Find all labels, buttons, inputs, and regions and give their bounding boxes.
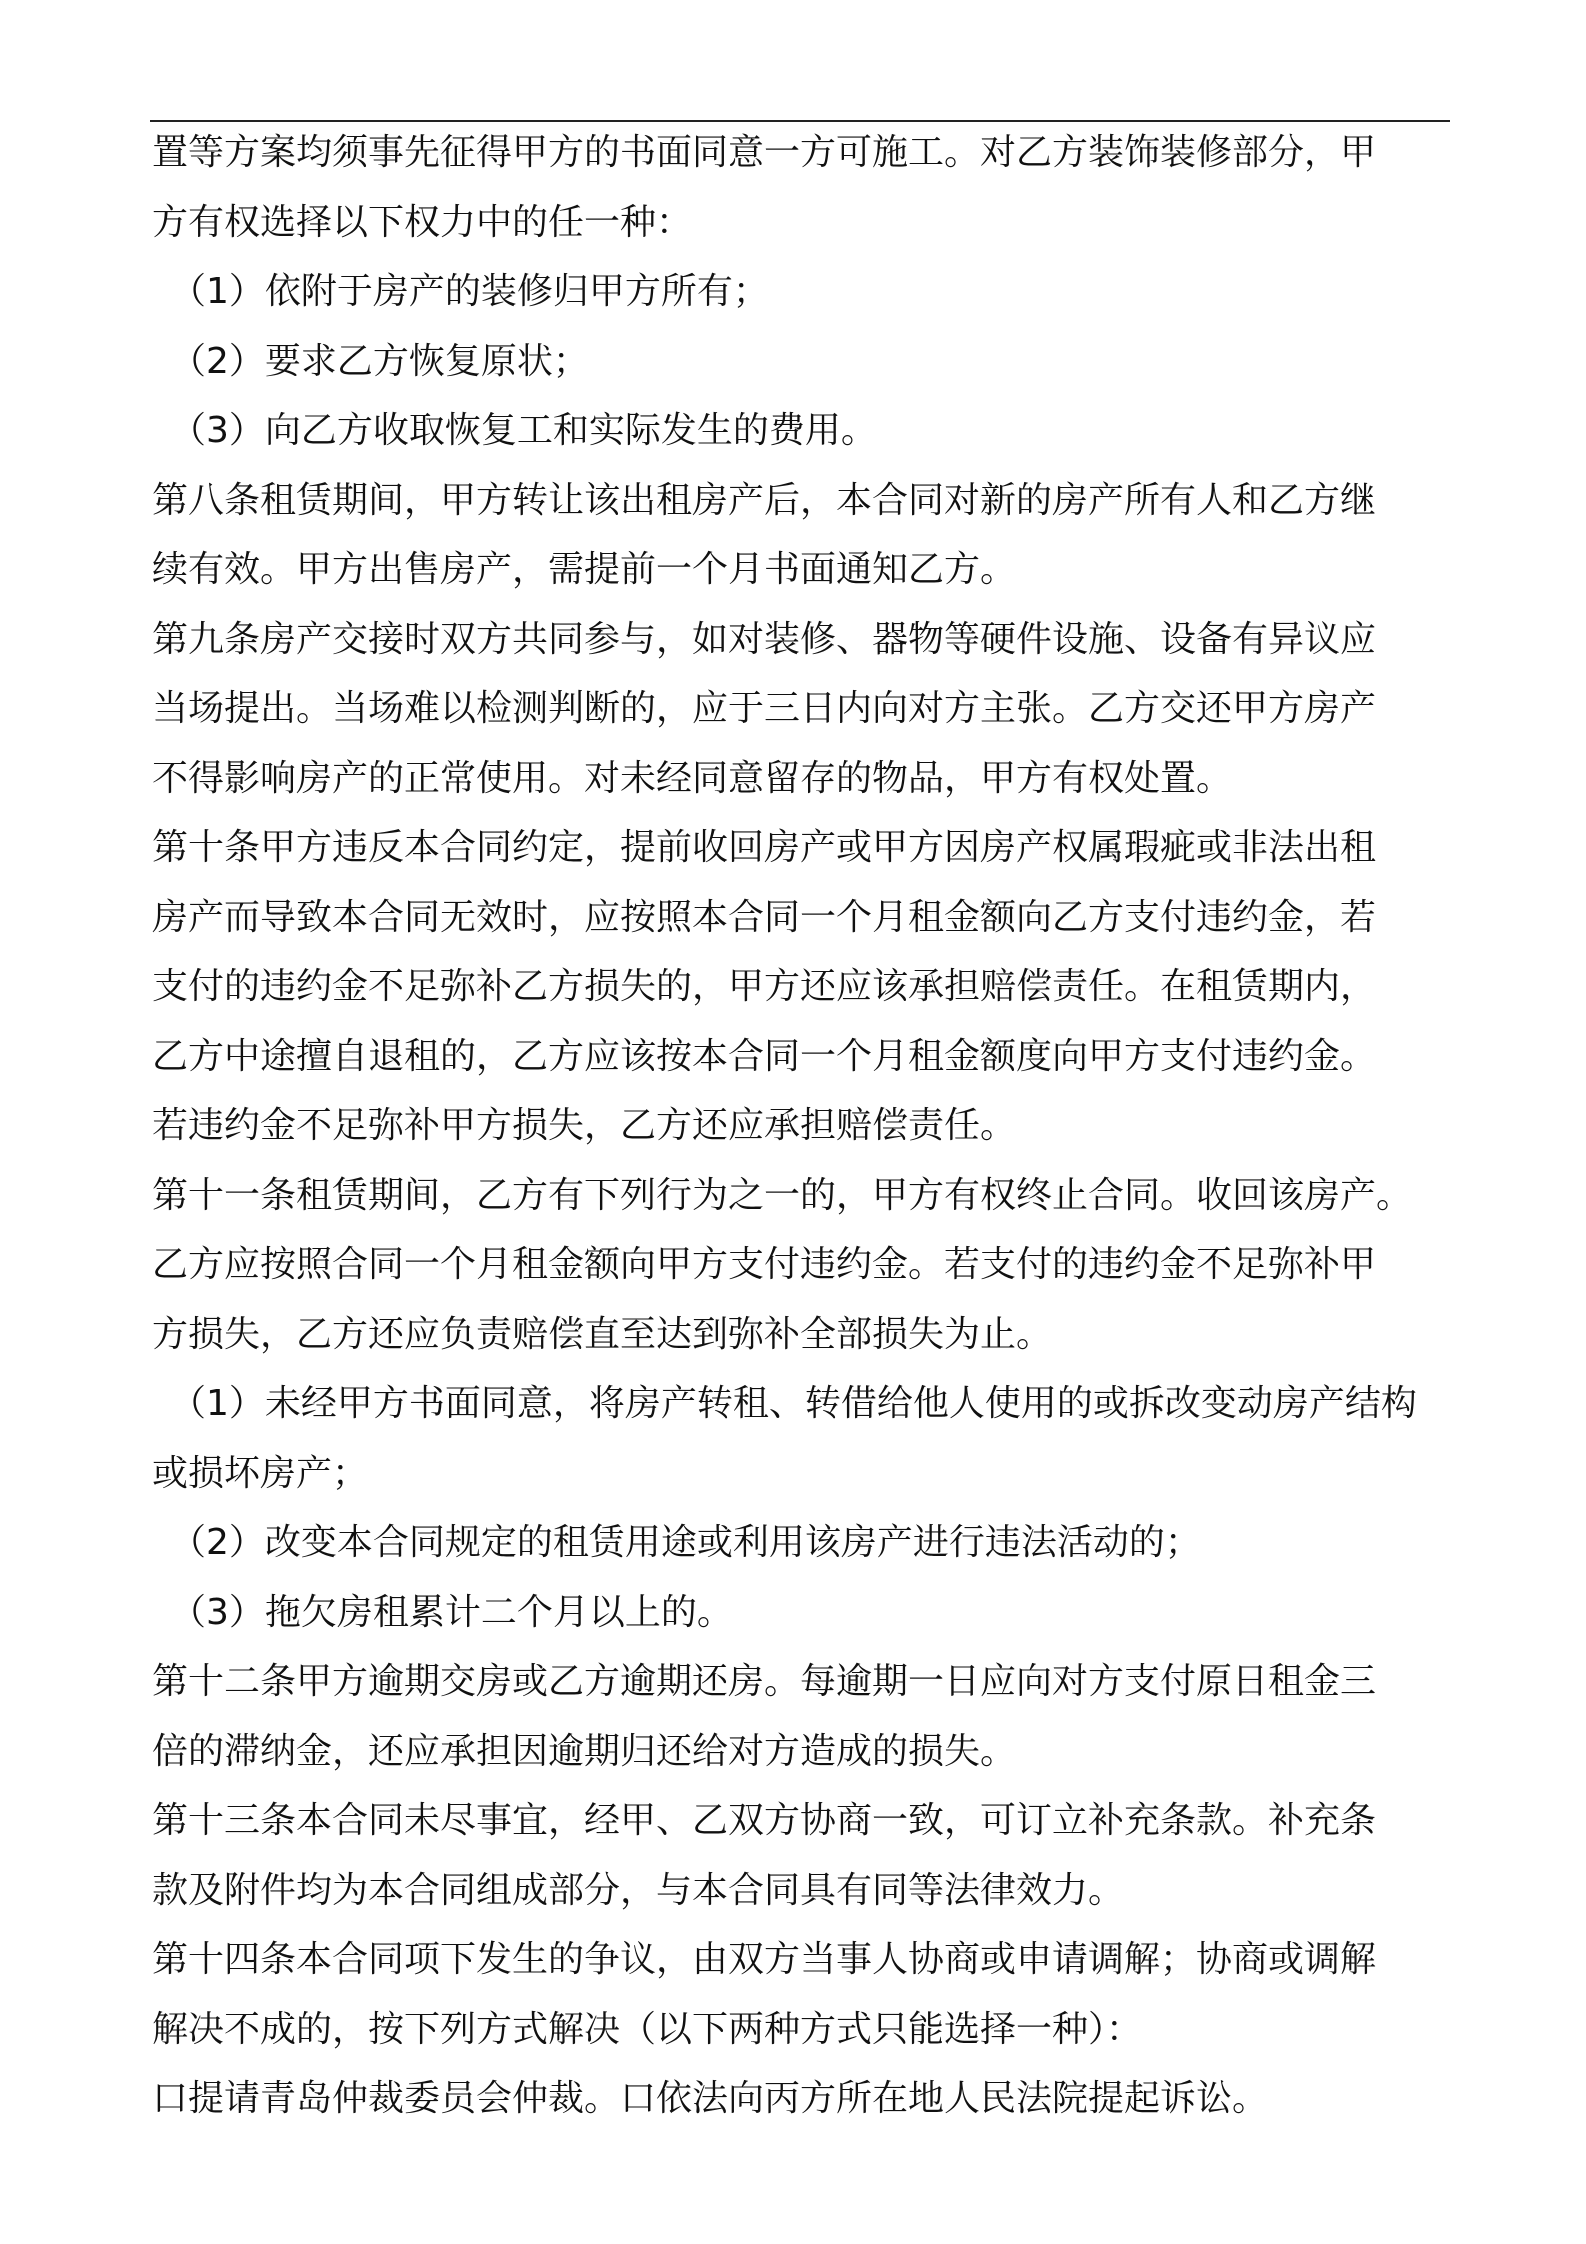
text-line: 第十一条租赁期间，乙方有下列行为之一的，甲方有权终止合同。收回该房产。 bbox=[152, 1174, 1413, 1216]
text-line: 或损坏房产； bbox=[152, 1452, 369, 1494]
text-line: 方有权选择以下权力中的任一种： bbox=[152, 201, 693, 243]
text-line: 倍的滞纳金，还应承担因逾期归还给对方造成的损失。 bbox=[152, 1730, 1017, 1772]
text-line: 口提请青岛仲裁委员会仲裁。口依法向丙方所在地人民法院提起诉讼。 bbox=[152, 2078, 1269, 2119]
text-line: 乙方中途擅自退租的，乙方应该按本合同一个月租金额度向甲方支付违约金。 bbox=[152, 1035, 1377, 1077]
text-line: 款及附件均为本合同组成部分，与本合同具有同等法律效力。 bbox=[152, 1869, 1125, 1911]
text-line: 不得影响房产的正常使用。对未经同意留存的物品，甲方有权处置。 bbox=[152, 757, 1233, 799]
text-line: 方损失，乙方还应负责赔偿直至达到弥补全部损失为止。 bbox=[152, 1313, 1053, 1355]
text-line: 房产而导致本合同无效时，应按照本合同一个月租金额向乙方支付违约金，若 bbox=[152, 896, 1377, 938]
text-line: （3）拖欠房租累计二个月以上的。 bbox=[170, 1591, 733, 1633]
text-line: 续有效。甲方出售房产，需提前一个月书面通知乙方。 bbox=[152, 549, 1017, 590]
text-line: 第十条甲方违反本合同约定，提前收回房产或甲方因房产权属瑕疵或非法出租 bbox=[152, 827, 1377, 868]
text-line: 第十二条甲方逾期交房或乙方逾期还房。每逾期一日应向对方支付原日租金三 bbox=[152, 1661, 1377, 1702]
text-line: 第八条租赁期间，甲方转让该出租房产后，本合同对新的房产所有人和乙方继 bbox=[152, 479, 1377, 521]
text-line: 置等方案均须事先征得甲方的书面同意一方可施工。对乙方装饰装修部分，甲 bbox=[152, 132, 1377, 173]
text-line: （1）未经甲方书面同意，将房产转租、转借给他人使用的或拆改变动房产结构 bbox=[170, 1383, 1417, 1424]
text-line: （3）向乙方收取恢复工和实际发生的费用。 bbox=[170, 410, 877, 451]
text-line: 支付的违约金不足弥补乙方损失的，甲方还应该承担赔偿责任。在租赁期内， bbox=[152, 966, 1377, 1007]
document-body bbox=[152, 118, 1452, 2134]
text-line: 乙方应按照合同一个月租金额向甲方支付违约金。若支付的违约金不足弥补甲 bbox=[152, 1244, 1377, 1285]
text-line: 解决不成的，按下列方式解决（以下两种方式只能选择一种）： bbox=[152, 2008, 1143, 2050]
text-line: （2）要求乙方恢复原状； bbox=[170, 340, 589, 382]
text-line: （1）依附于房产的装修归甲方所有； bbox=[170, 271, 769, 312]
text-line: 第九条房产交接时双方共同参与，如对装修、器物等硬件设施、设备有异议应 bbox=[152, 618, 1377, 660]
text-line: 第十三条本合同未尽事宜，经甲、乙双方协商一致，可订立补充条款。补充条 bbox=[152, 1800, 1377, 1841]
text-line: 若违约金不足弥补甲方损失，乙方还应承担赔偿责任。 bbox=[152, 1105, 1017, 1146]
text-line: （2）改变本合同规定的租赁用途或利用该房产进行违法活动的； bbox=[170, 1522, 1201, 1563]
text-line: 第十四条本合同项下发生的争议，由双方当事人协商或申请调解；协商或调解 bbox=[152, 1939, 1377, 1980]
text-line: 当场提出。当场难以检测判断的，应于三日内向对方主张。乙方交还甲方房产 bbox=[152, 688, 1377, 729]
